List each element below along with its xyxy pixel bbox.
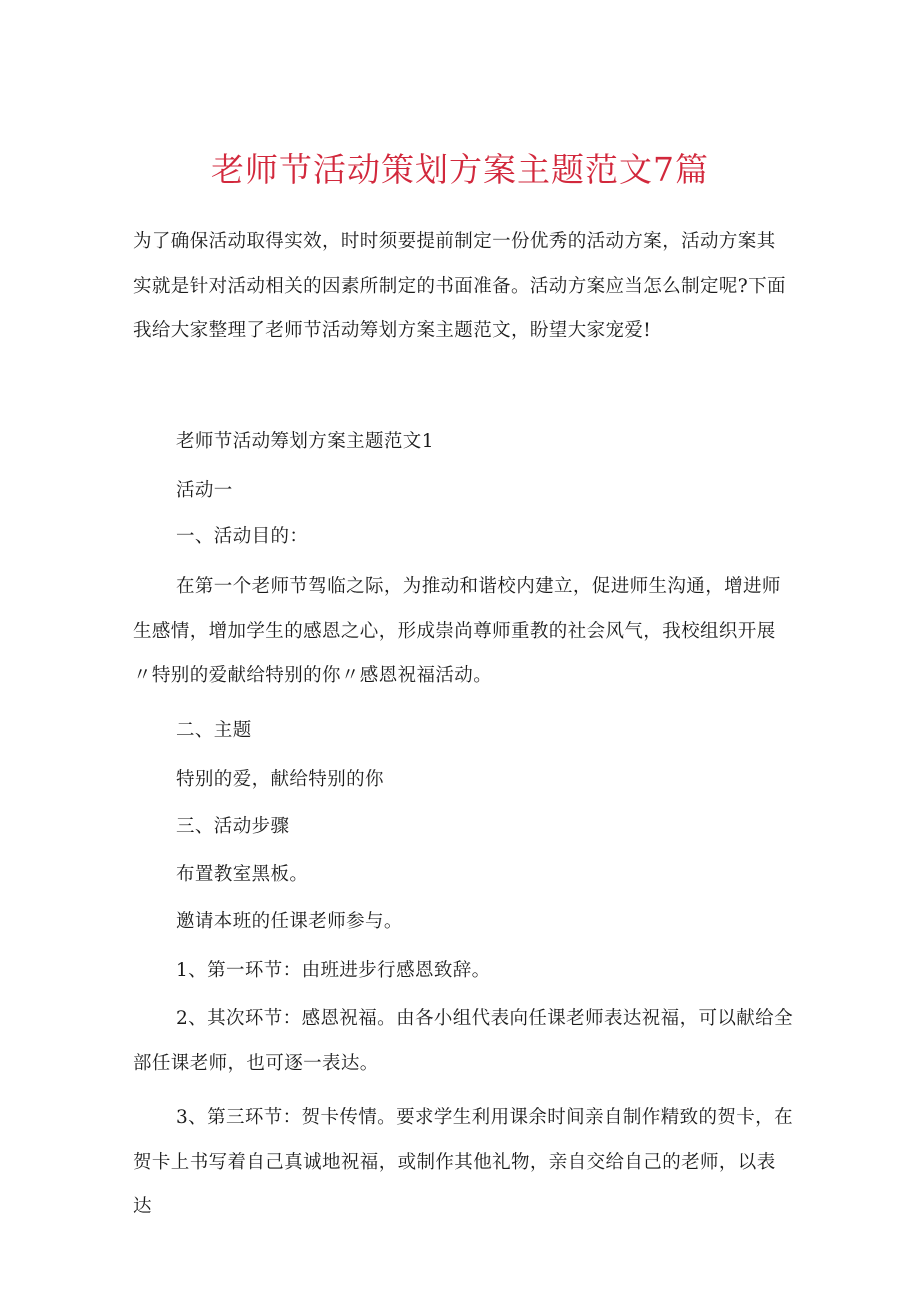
step-prepare: 布置教室黑板。 xyxy=(176,864,309,885)
section-heading: 老师节活动筹划方案主题范文1 xyxy=(176,431,434,452)
intro-paragraph: 为了确保活动取得实效，时时须要提前制定一份优秀的活动方案，活动方案其实就是针对活动相关的因素所制定的书面准备。活动方案应当怎么制定呢?下面我给大家整理了老师节活动筹划方案主题范文，盼望大家宠爱! xyxy=(133,231,786,341)
purpose-heading: 一、活动目的： xyxy=(176,526,309,547)
step-1: 1、第一环节：由班进步行感恩致辞。 xyxy=(176,960,491,981)
theme-heading: 二、主题 xyxy=(176,720,252,741)
steps-heading: 三、活动步骤 xyxy=(176,816,290,837)
document-title: 老师节活动策划方案主题范文7篇 xyxy=(211,150,709,189)
step-2: 2、其次环节：感恩祝福。由各小组代表向任课老师表达祝福，可以献给全部任课老师，也可逐一表达。 xyxy=(133,1008,793,1074)
activity-label: 活动一 xyxy=(176,480,233,501)
step-3: 3、第三环节：贺卡传情。要求学生利用课余时间亲自制作精致的贺卡，在贺卡上书写着自己真诚地祝福，或制作其他礼物，亲自交给自己的老师，以表达 xyxy=(133,1107,793,1217)
purpose-paragraph: 在第一个老师节驾临之际，为推动和谐校内建立，促进师生沟通，增进师生感情，增加学生的感恩之心，形成崇尚尊师重教的社会风气，我校组织开展〃特别的爱献给特别的你〃感恩祝福活动。 xyxy=(133,576,781,686)
step-invite: 邀请本班的任课老师参与。 xyxy=(176,911,403,932)
theme-text: 特别的爱，献给特别的你 xyxy=(176,769,384,790)
